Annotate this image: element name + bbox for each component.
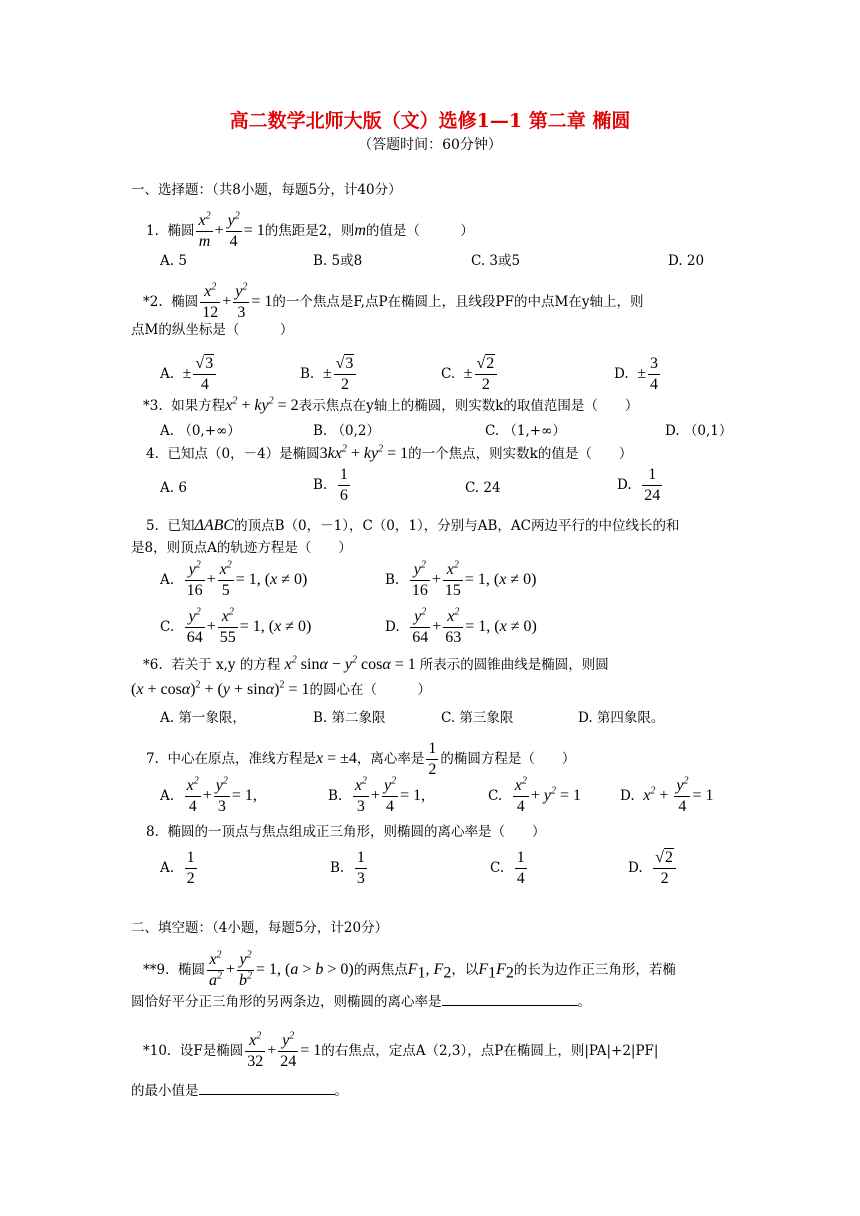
q4-option-c: C. 24: [465, 480, 501, 496]
q8-option-d: D. $\frac{√2}{2}$: [628, 849, 678, 888]
q3-option-c: C. （1,+∞）: [485, 423, 566, 439]
question-10: *10. 设F是椭圆 $\frac{x^2}{32}$ + $\frac{y^2}{24}$ = 1的右焦点，定点A（2,3），点P在椭圆上，则|PA|+2|PF|: [143, 1030, 659, 1070]
page-subtitle: （答题时间：60分钟）: [358, 137, 502, 153]
question-6: *6. 若关于 x,y 的方程 $x^2$ $\sin\alpha - y^2$ cosα = 1 所表示的圆锥曲线是椭圆，则圆: [143, 654, 609, 673]
q5-option-a: A. $\frac{y^2}{16}$ + $\frac{x^2}{5}$ = 1, (x ≠ 0): [160, 559, 308, 599]
question-2: *2. 椭圆 $\frac{x^2}{12}$ + $\frac{y^2}{3}$ = 1的一个焦点是F,点P在椭圆上，且线段PF的中点M在y轴上，则: [143, 281, 644, 321]
question-2-line-2: 点M的纵坐标是（ ）: [131, 322, 294, 338]
q4-option-d: D. $\frac{1}{24}$: [617, 466, 661, 504]
question-3: *3. 如果方程$x^2 + ky^2 = 2$表示焦点在y轴上的椭圆，则实数k的取值范围是（ ）: [143, 395, 639, 414]
q3-option-a: A. （0,+∞）: [160, 423, 241, 439]
question-5: 5. 已知ΔABC的顶点B（0，－1），C（0，1），分别与AB，AC两边平行的中位线长的和: [146, 517, 680, 534]
question-8: 8. 椭圆的一顶点与焦点组成正三角形，则椭圆的离心率是（ ）: [146, 824, 546, 840]
q6-option-d: D. 第四象限。: [578, 710, 665, 726]
question-4: 4. 已知点（0，－4）是椭圆$3kx^2 + ky^2 = 1$的一个焦点，则实数k的值是（ ）: [146, 443, 633, 462]
q7-option-a: A. $\frac{x^2}{4}$ + $\frac{y^2}{3}$ = 1,: [160, 775, 257, 815]
q6-option-a: A. 第一象限，: [160, 710, 246, 726]
q1-option-c: C. 3或5: [471, 253, 521, 269]
q1-option-a: A. 5: [160, 253, 187, 269]
q6-option-b: B. 第二象限: [313, 710, 386, 726]
q5-option-b: B. $\frac{y^2}{16}$ + $\frac{x^2}{15}$ = 1, (x ≠ 0): [385, 559, 537, 599]
q8-option-c: C. $\frac{1}{4}$: [490, 849, 525, 887]
q3-option-b: B. （0,2）: [313, 423, 380, 439]
q7-option-d: D. $x^2$ + $\frac{y^2}{4}$ = 1: [620, 775, 714, 815]
section-1-heading: 一、选择题：（共8小题，每题5分，计40分）: [131, 182, 402, 198]
question-10-line-2: 的最小值是 。: [131, 1080, 348, 1101]
q7-option-c: C. $\frac{x^2}{4}$ + $y^2 = 1$: [488, 775, 582, 815]
q5-option-c: C. $\frac{y^2}{64}$ + $\frac{x^2}{55}$ = 1, (x ≠ 0): [160, 606, 312, 646]
q8-option-b: B. $\frac{1}{3}$: [330, 849, 365, 887]
q2-option-b: B. ± $\frac{√3}{2}$: [300, 355, 358, 394]
q8-option-a: A. $\frac{1}{2}$: [160, 849, 195, 887]
q7-option-b: B. $\frac{x^2}{3}$ + $\frac{y^2}{4}$ = 1,: [328, 775, 426, 815]
q1-option-d: D. 20: [668, 253, 705, 269]
question-9: **9. 椭圆 $\frac{x^2}{a^2}$ + $\frac{y^2}{b^2}$ = 1, (a > b > 0)的两焦点$F_1$, $F_2$，以$F_1F_2$的长为边作正三角形，若椭: [143, 949, 676, 989]
q2-option-c: C. ± $\frac{√2}{2}$: [441, 355, 499, 394]
q10-answer-blank[interactable]: [199, 1080, 335, 1095]
section-2-heading: 二、填空题：（4小题，每题5分，计20分）: [131, 920, 389, 936]
question-6-line-2: $(x + \cos\alpha)^2 + (y + \sin\alpha)^2 = 1$的圆心在（ ）: [131, 679, 431, 698]
q3-option-d: D. （0,1）: [665, 423, 733, 439]
q2-option-a: A. ± $\frac{√3}{4}$: [160, 355, 218, 394]
q1-option-b: B. 5或8: [313, 253, 363, 269]
q6-option-c: C. 第三象限: [441, 710, 514, 726]
question-7: 7. 中心在原点，准线方程是x = ±4，离心率是 $\frac{1}{2}$ 的椭圆方程是（ ）: [146, 740, 576, 778]
question-5-line-2: 是8，则顶点A的轨迹方程是（ ）: [131, 540, 352, 556]
q4-option-b: B. $\frac{1}{6}$: [313, 466, 348, 504]
q9-answer-blank[interactable]: [442, 991, 578, 1006]
q2-option-d: D. ± $\frac{3}{4}$: [614, 355, 659, 393]
q4-option-a: A. 6: [160, 480, 187, 496]
q5-option-d: D. $\frac{y^2}{64}$ + $\frac{x^2}{63}$ = 1, (x ≠ 0): [385, 606, 537, 646]
page-title: 高二数学北师大版（文）选修1—1 第二章 椭圆: [229, 110, 631, 132]
question-9-line-2: 圆恰好平分正三角形的另两条边，则椭圆的离心率是 。: [131, 991, 591, 1012]
question-1: 1. 椭圆 $\frac{x^2}{m}$ + $\frac{y^2}{4}$ = 1的焦距是2，则m的值是（ ）: [146, 210, 474, 250]
